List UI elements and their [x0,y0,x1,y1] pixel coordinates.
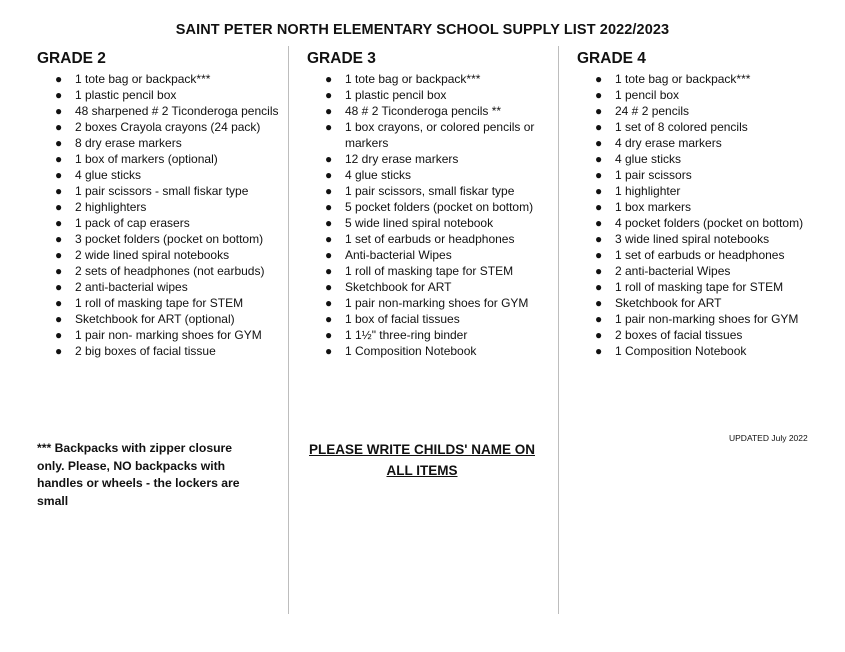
list-item [307,327,552,343]
item-text: 3 pocket folders (pocket on bottom) [75,232,264,246]
bullet-icon: ● [55,200,63,214]
item-text: 48 # 2 Ticonderoga pencils ** [345,104,502,118]
list-item [37,87,287,103]
list-item [577,183,827,199]
item-text: 1 pair scissors, small fiskar type [345,184,515,198]
list-item [577,231,827,247]
list-item [307,343,552,359]
item-text: 1 Composition Notebook [615,344,747,358]
supply-list [37,71,287,359]
bullet-icon: ● [595,296,603,310]
list-item [37,151,287,167]
item-text: 1 pack of cap erasers [75,216,190,230]
item-text: 1 pair non-marking shoes for GYM [615,312,799,326]
item-text: 1 tote bag or backpack*** [615,72,751,86]
list-item [307,183,552,199]
item-text: 1 box of facial tissues [345,312,460,326]
list-item [37,199,287,215]
list-item [307,87,552,103]
document-title: SAINT PETER NORTH ELEMENTARY SCHOOL SUPPLY LIST 2022/2023 [175,22,670,38]
item-text: 3 wide lined spiral notebooks [615,232,770,246]
bullet-icon: ● [55,296,63,310]
item-text: 1 highlighter [615,184,681,198]
item-text: 4 dry erase markers [615,136,722,150]
item-text: 1 Composition Notebook [345,344,477,358]
bullet-icon: ● [595,344,603,358]
list-item [37,279,287,295]
item-text: 1 plastic pencil box [345,88,447,102]
list-item [577,343,827,359]
item-text: 2 anti-bacterial wipes [75,280,188,294]
item-text: 48 sharpened # 2 Ticonderoga pencils [75,104,279,118]
list-item [307,231,552,247]
bullet-icon: ● [595,120,603,134]
item-text: 8 dry erase markers [75,136,182,150]
item-text: 2 boxes Crayola crayons (24 pack) [75,120,261,134]
list-item [307,279,552,295]
bullet-icon: ● [595,232,603,246]
list-item [37,215,287,231]
bullet-icon: ● [595,168,603,182]
item-text: 1 pencil box [615,88,680,102]
list-item [37,135,287,151]
list-item [37,263,287,279]
list-item [307,119,552,151]
bullet-icon: ● [325,104,333,118]
list-item [37,343,287,359]
list-item [37,295,287,311]
name-items-note: PLEASE WRITE CHILDS' NAME ON ALL ITEMS [309,442,535,478]
item-text: 2 sets of headphones (not earbuds) [75,264,265,278]
item-text: 1 set of 8 colored pencils [615,120,748,134]
bullet-icon: ● [595,264,603,278]
list-item [577,263,827,279]
bullet-icon: ● [55,152,63,166]
updated-date: UPDATED July 2022 [729,433,808,443]
bullet-icon: ● [55,232,63,246]
item-text: 2 anti-bacterial Wipes [615,264,731,278]
item-text: 1 tote bag or backpack*** [345,72,481,86]
item-text: 1 box of markers (optional) [75,152,218,166]
list-item [37,327,287,343]
bullet-icon: ● [595,312,603,326]
bullet-icon: ● [325,120,333,134]
bullet-icon: ● [325,280,333,294]
list-item [577,71,827,87]
item-text: 1 pair non-marking shoes for GYM [345,296,529,310]
bullet-icon: ● [55,88,63,102]
bullet-icon: ● [325,72,333,86]
list-item [577,279,827,295]
bullet-icon: ● [595,248,603,262]
list-item [307,295,552,311]
bullet-icon: ● [55,280,63,294]
bullet-icon: ● [595,88,603,102]
bullet-icon: ● [55,312,63,326]
list-item [577,311,827,327]
list-item [577,247,827,263]
list-item [307,167,552,183]
column-divider [288,46,289,614]
list-item [37,167,287,183]
bullet-icon: ● [325,152,333,166]
bullet-icon: ● [55,136,63,150]
bullet-icon: ● [325,184,333,198]
list-item [577,103,827,119]
list-item [37,183,287,199]
bullet-icon: ● [55,104,63,118]
grade-2-column [37,50,287,359]
item-text: 1 roll of masking tape for STEM [615,280,784,294]
bullet-icon: ● [325,200,333,214]
item-text: 4 pocket folders (pocket on bottom) [615,216,804,230]
bullet-icon: ● [595,152,603,166]
list-item [577,295,827,311]
list-item [37,231,287,247]
bullet-icon: ● [55,120,63,134]
item-text: 5 pocket folders (pocket on bottom) [345,200,534,214]
bullet-icon: ● [325,328,333,342]
list-item [37,71,287,87]
list-item [577,199,827,215]
bullet-icon: ● [595,200,603,214]
item-text: Sketchbook for ART (optional) [75,312,235,326]
supply-list [577,71,827,359]
bullet-icon: ● [325,344,333,358]
item-text: Anti-bacterial Wipes [345,248,452,262]
bullet-icon: ● [595,136,603,150]
item-text: Sketchbook for ART [615,296,722,310]
list-item [307,263,552,279]
item-text: 1 box crayons, or colored pencils or markers [345,120,535,150]
item-text: 2 wide lined spiral notebooks [75,248,230,262]
item-text: 1 roll of masking tape for STEM [345,264,514,278]
bullet-icon: ● [595,104,603,118]
bullet-icon: ● [55,184,63,198]
list-item [307,215,552,231]
backpack-note: *** Backpacks with zipper closure only. Please, NO backpacks with handles or wheels - the lockers are small [37,441,240,508]
bullet-icon: ● [55,344,63,358]
list-item [307,71,552,87]
bullet-icon: ● [595,280,603,294]
list-item [37,311,287,327]
item-text: 1 roll of masking tape for STEM [75,296,244,310]
grade-3-column [307,50,552,359]
item-text: 24 # 2 pencils [615,104,690,118]
item-text: 1 set of earbuds or headphones [615,248,785,262]
bullet-icon: ● [55,248,63,262]
list-item [37,103,287,119]
bullet-icon: ● [55,264,63,278]
grade-heading: GRADE 4 [577,50,646,67]
bullet-icon: ● [55,216,63,230]
item-text: 1 plastic pencil box [75,88,177,102]
item-text: 2 big boxes of facial tissue [75,344,216,358]
grade-heading: GRADE 2 [37,50,106,67]
item-text: 1 1½" three-ring binder [345,328,468,342]
supply-list [307,71,552,359]
item-text: 4 glue sticks [345,168,412,182]
list-item [307,311,552,327]
list-item [307,151,552,167]
list-item [37,247,287,263]
item-text: 2 boxes of facial tissues [615,328,743,342]
column-divider [558,46,559,614]
bullet-icon: ● [325,88,333,102]
item-text: 1 pair scissors [615,168,692,182]
bullet-icon: ● [595,328,603,342]
bullet-icon: ● [325,264,333,278]
bullet-icon: ● [325,248,333,262]
grade-4-column [577,50,827,359]
list-item [577,167,827,183]
bullet-icon: ● [325,232,333,246]
list-item [577,135,827,151]
list-item [307,247,552,263]
grade-heading: GRADE 3 [307,50,376,67]
list-item [577,327,827,343]
item-text: 4 glue sticks [615,152,682,166]
list-item [577,87,827,103]
list-item [307,103,552,119]
item-text: 4 glue sticks [75,168,142,182]
list-item [37,119,287,135]
item-text: 1 set of earbuds or headphones [345,232,515,246]
list-item [577,215,827,231]
item-text: Sketchbook for ART [345,280,452,294]
list-item [577,151,827,167]
item-text: 1 tote bag or backpack*** [75,72,211,86]
bullet-icon: ● [325,312,333,326]
list-item [307,199,552,215]
item-text: 2 highlighters [75,200,147,214]
bullet-icon: ● [595,72,603,86]
bullet-icon: ● [595,216,603,230]
item-text: 12 dry erase markers [345,152,459,166]
bullet-icon: ● [55,328,63,342]
item-text: 1 pair scissors - small fiskar type [75,184,249,198]
bullet-icon: ● [325,296,333,310]
bullet-icon: ● [55,168,63,182]
item-text: 1 pair non- marking shoes for GYM [75,328,262,342]
bullet-icon: ● [325,216,333,230]
list-item [577,119,827,135]
item-text: 1 box markers [615,200,692,214]
bullet-icon: ● [55,72,63,86]
item-text: 5 wide lined spiral notebook [345,216,494,230]
bullet-icon: ● [325,168,333,182]
bullet-icon: ● [595,184,603,198]
